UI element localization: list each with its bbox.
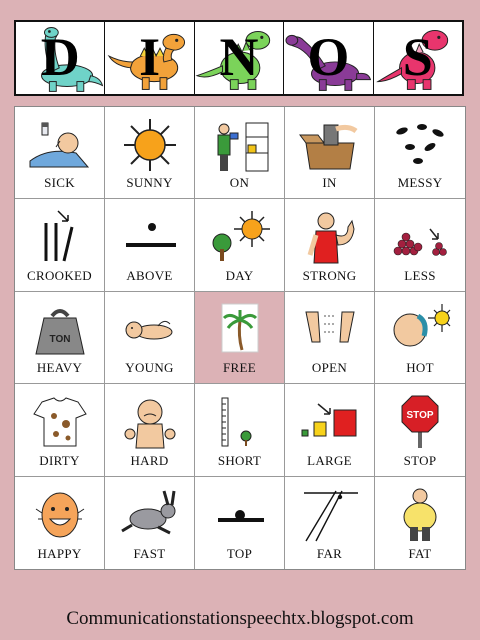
ton-label: TON (49, 333, 70, 345)
letter-i: I (139, 27, 161, 87)
bingo-label: OPEN (311, 360, 348, 376)
bingo-cell-in[interactable] (285, 107, 375, 199)
dot-above-line-icon (118, 209, 182, 265)
hot-sweating-icon (388, 302, 452, 358)
bingo-cell-hot[interactable] (375, 292, 465, 384)
shelf-on-icon (208, 117, 272, 173)
bingo-cell-heavy[interactable] (15, 292, 105, 384)
sun-icon (118, 117, 182, 173)
strong-man-icon (298, 209, 362, 265)
bingo-cell-less[interactable] (375, 199, 465, 291)
bingo-cell-young[interactable] (105, 292, 195, 384)
bingo-cell-stop[interactable] (375, 384, 465, 476)
bingo-label: STOP (403, 452, 437, 468)
happy-face-icon (28, 487, 92, 543)
bingo-label: FAR (316, 546, 343, 561)
tree-sun-icon (208, 209, 272, 265)
bingo-label: ABOVE (126, 267, 173, 283)
bingo-cell-above[interactable] (105, 199, 195, 291)
letter-d: D (40, 27, 80, 87)
bingo-label: ON (229, 175, 250, 191)
far-lines-icon (298, 487, 362, 543)
header-cell-o (284, 22, 373, 94)
bingo-cell-sick[interactable] (15, 107, 105, 199)
fat-man-icon (388, 487, 452, 543)
dirty-shirt-icon (28, 394, 92, 450)
stop-sign-text: STOP (406, 410, 434, 422)
header-cell-s (374, 22, 462, 94)
crooked-lines-icon (28, 209, 92, 265)
ton-weight-icon (28, 302, 92, 358)
bingo-label: DIRTY (39, 452, 80, 468)
bingo-label: SICK (44, 175, 75, 191)
bingo-label: TOP (226, 546, 253, 561)
box-in-icon (298, 117, 362, 173)
bingo-cell-dirty[interactable] (15, 384, 105, 476)
bingo-label: DAY (225, 267, 254, 283)
frustrated-boy-icon (118, 394, 182, 450)
bingo-label: IN (322, 175, 337, 191)
letter-n: N (219, 27, 259, 87)
sick-person-icon (28, 117, 92, 173)
bingo-cell-top[interactable] (195, 477, 285, 569)
header-cell-d (16, 22, 105, 94)
bingo-label: CROOKED (27, 267, 92, 283)
bingo-cell-short[interactable] (195, 384, 285, 476)
bingo-label: SHORT (217, 452, 262, 468)
bingo-label: FAT (408, 546, 432, 561)
bingo-cell-messy[interactable] (375, 107, 465, 199)
bingo-label: STRONG (302, 267, 357, 283)
bingo-label: FAST (133, 546, 166, 561)
bingo-cell-hard[interactable] (105, 384, 195, 476)
header-cell-i (105, 22, 194, 94)
bingo-label: YOUNG (125, 360, 174, 376)
bingo-cell-far[interactable] (285, 477, 375, 569)
palm-tree-icon (208, 302, 272, 358)
letter-o: O (307, 27, 350, 87)
dot-on-top-icon (208, 487, 272, 543)
bingo-label: HOT (406, 360, 434, 376)
short-ruler-icon (208, 394, 272, 450)
running-rabbit-icon (118, 487, 182, 543)
bingo-cell-large[interactable] (285, 384, 375, 476)
bingo-cell-open[interactable] (285, 292, 375, 384)
bingo-label: LESS (404, 267, 436, 283)
scattered-mess-icon (388, 117, 452, 173)
bingo-cell-fat[interactable] (375, 477, 465, 569)
pile-less-icon (388, 209, 452, 265)
baby-icon (118, 302, 182, 358)
letter-s: S (402, 27, 433, 87)
bingo-cell-free[interactable] (195, 292, 285, 384)
bingo-cell-on[interactable] (195, 107, 285, 199)
bingo-label: MESSY (397, 175, 443, 191)
stop-sign-icon (388, 394, 452, 450)
bingo-label: HEAVY (36, 360, 83, 376)
bingo-cell-happy[interactable] (15, 477, 105, 569)
squares-size-icon (298, 394, 362, 450)
header-cell-n (195, 22, 284, 94)
footer-url: Communicationstationspeechtx.blogspot.com (66, 608, 414, 629)
bingo-label: FREE (223, 360, 256, 376)
bingo-grid (14, 106, 466, 570)
bingo-label: HAPPY (37, 546, 82, 561)
bingo-cell-sunny[interactable] (105, 107, 195, 199)
bingo-cell-day[interactable] (195, 199, 285, 291)
open-hands-icon (298, 302, 362, 358)
dinos-header (14, 20, 464, 96)
bingo-cell-crooked[interactable] (15, 199, 105, 291)
bingo-label: HARD (130, 452, 169, 468)
bingo-cell-strong[interactable] (285, 199, 375, 291)
bingo-label: SUNNY (126, 175, 173, 191)
bingo-cell-fast[interactable] (105, 477, 195, 569)
bingo-label: LARGE (307, 452, 352, 468)
